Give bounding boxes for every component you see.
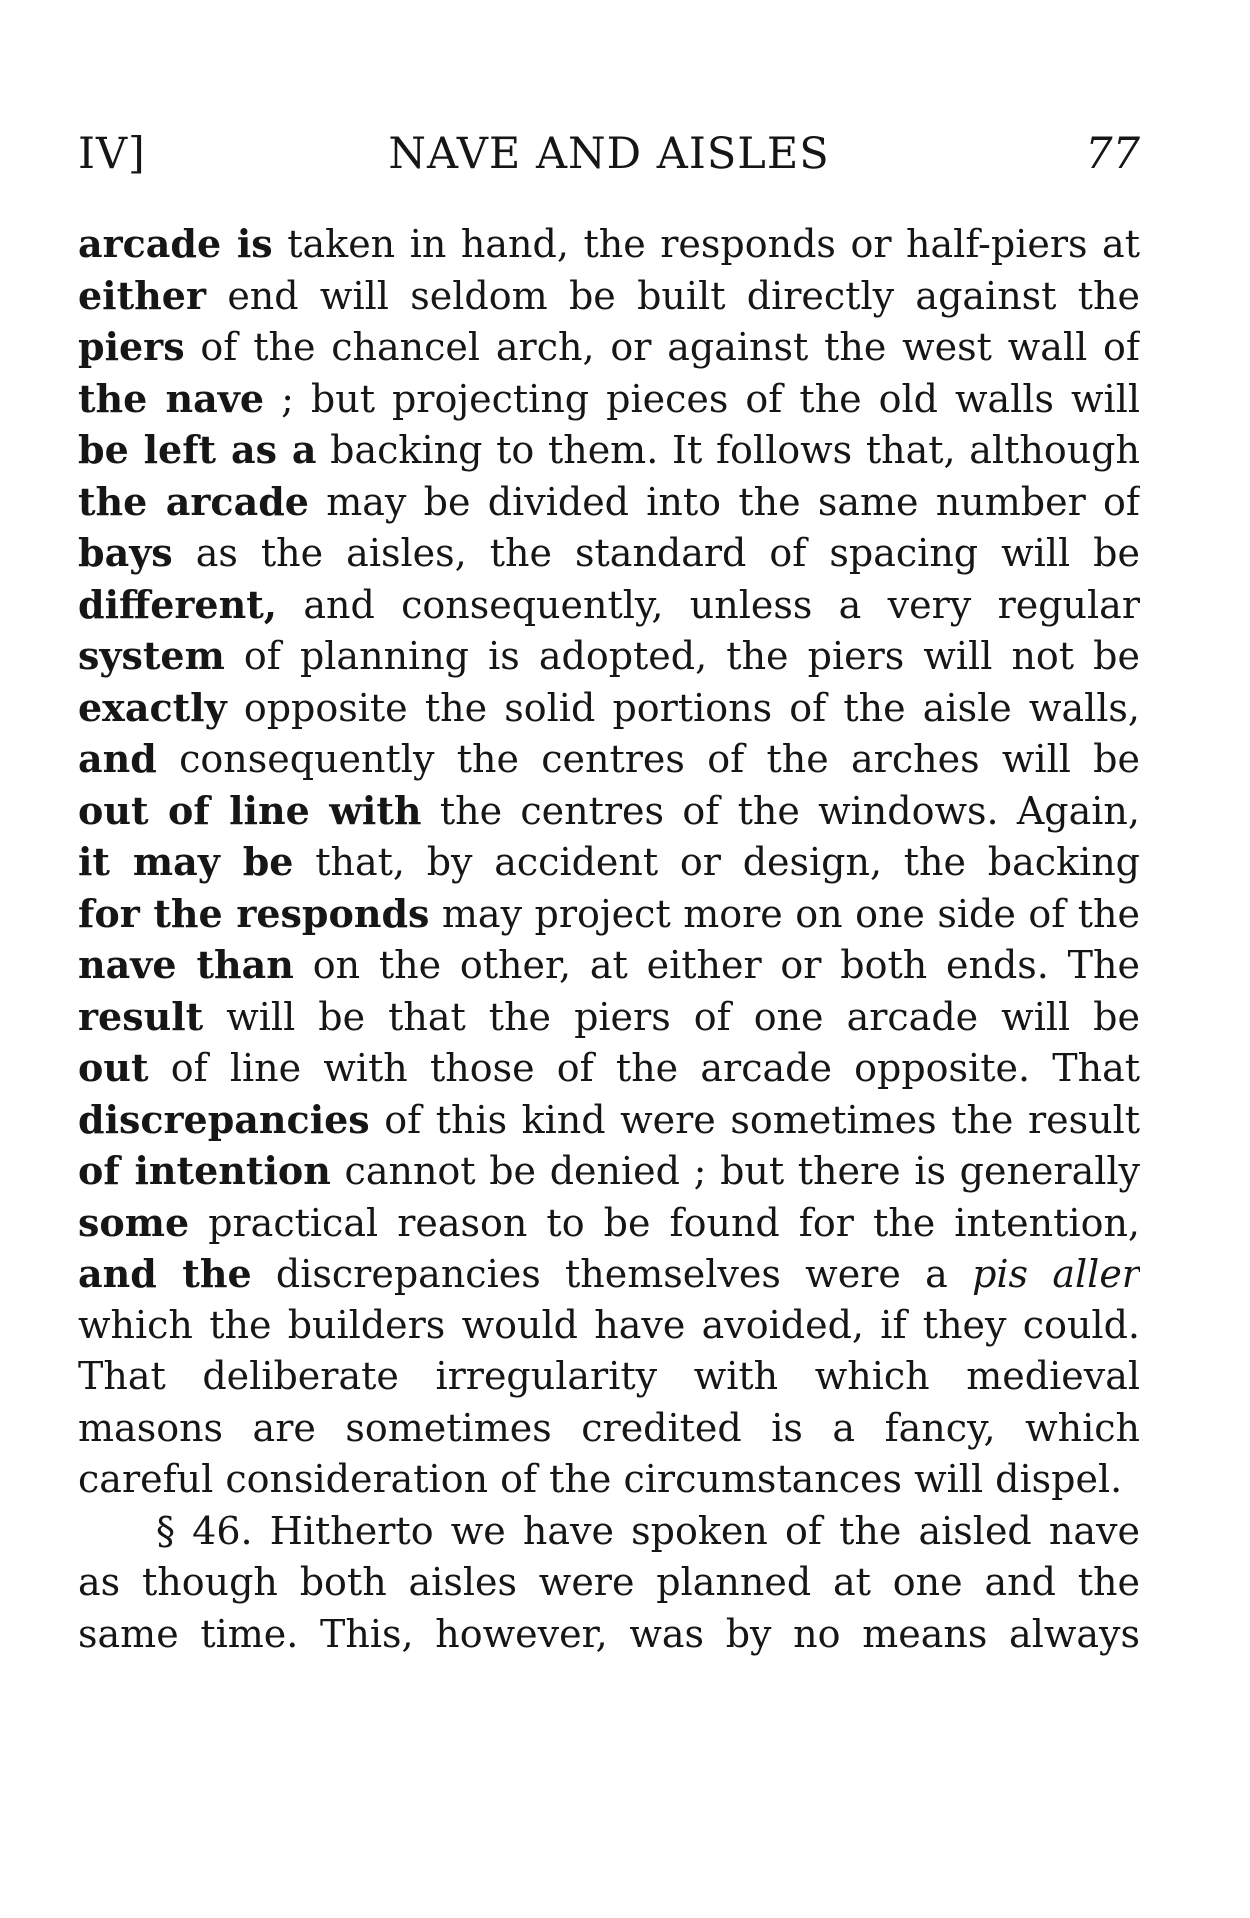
text-line <box>78 1351 1140 1403</box>
text-line-plain: end will seldom be built directly against the <box>206 273 1140 318</box>
body-text <box>78 218 1140 1660</box>
text-line-plain: careful consideration of the circumstances will dispel. <box>78 1457 1123 1501</box>
text-line-plain: may be divided into the same number of <box>308 479 1140 524</box>
text-line <box>78 373 1140 425</box>
text-line <box>78 991 1140 1043</box>
text-line-plain: which the builders would have avoided, if they could. <box>78 1302 1140 1347</box>
text-line-plain: on the other, at either or both ends. The <box>293 943 1140 987</box>
text-line <box>78 321 1140 373</box>
text-line-plain: of this kind were sometimes the result <box>369 1097 1140 1142</box>
text-line-plain: ; but projecting pieces of the old walls will <box>264 376 1140 421</box>
text-line-plain: and consequently, unless a very regular <box>276 582 1140 627</box>
text-line <box>78 476 1140 528</box>
text-line-bold: it may be <box>78 839 294 884</box>
text-line <box>78 424 1140 476</box>
text-line <box>78 939 1140 991</box>
text-line-plain: discrepancies themselves were a <box>251 1252 973 1296</box>
text-line-bold: the nave <box>78 375 265 421</box>
text-line-bold: the arcade <box>78 478 309 524</box>
text-line <box>78 1300 1140 1352</box>
text-line-plain: the centres of the windows. Again, <box>421 788 1140 833</box>
text-line <box>78 1145 1140 1197</box>
text-line <box>78 1042 1140 1094</box>
page-number: 77 <box>1085 129 1140 179</box>
text-line-bold: bays <box>78 530 173 575</box>
text-line-italic: pis aller <box>972 1252 1140 1296</box>
text-line <box>78 527 1140 579</box>
text-line <box>78 836 1140 888</box>
text-line-plain: of line with those of the arcade opposite. That <box>148 1046 1140 1090</box>
text-line-bold: either <box>78 272 206 318</box>
running-header <box>78 122 1140 186</box>
text-line-bold: different, <box>78 581 277 627</box>
text-line-plain: consequently the centres of the arches will be <box>156 737 1140 781</box>
chapter-number: IV] <box>78 129 146 179</box>
text-line-plain: backing to them. It follows that, although <box>316 428 1140 472</box>
text-line <box>78 218 1140 270</box>
text-line-plain: masons are sometimes credited is a fancy, which <box>78 1405 1140 1450</box>
text-line-plain: as though both aisles were planned at one and the <box>78 1560 1140 1604</box>
text-line-section <box>78 1506 1140 1558</box>
text-line <box>78 630 1140 682</box>
text-line-bold: exactly <box>78 684 227 730</box>
text-line-bold: for the responds <box>78 890 430 936</box>
text-line-bold: discrepancies <box>78 1096 370 1142</box>
text-line-bold: result <box>78 993 204 1039</box>
text-line <box>78 579 1140 631</box>
text-line <box>78 1609 1140 1661</box>
text-line-bold: out <box>78 1045 149 1090</box>
text-line <box>78 1197 1140 1249</box>
text-line-plain: § 46. Hitherto we have spoken of the aisled nave <box>156 1508 1140 1553</box>
text-line-bold: some <box>78 1199 190 1245</box>
page-title: NAVE AND AISLES <box>388 129 830 179</box>
text-line-plain: that, by accident or design, the backing <box>293 840 1140 884</box>
text-line <box>78 1454 1140 1506</box>
text-line-plain: That deliberate irregularity with which medieval <box>78 1354 1140 1398</box>
text-line-plain: cannot be denied ; but there is generally <box>330 1149 1140 1193</box>
text-line-plain: practical reason to be found for the intention, <box>189 1200 1140 1245</box>
text-line-plain: of the chancel arch, or against the west wall of <box>184 325 1140 369</box>
text-line-plain: will be that the piers of one arcade will be <box>203 994 1140 1039</box>
text-line <box>78 682 1140 734</box>
text-line <box>78 785 1140 837</box>
text-line-plain: same time. This, however, was by no means always <box>78 1611 1140 1656</box>
text-line <box>78 1094 1140 1146</box>
text-line <box>78 270 1140 322</box>
text-line <box>78 1248 1140 1300</box>
text-line-bold: of intention <box>78 1148 331 1193</box>
text-line <box>78 888 1140 940</box>
text-line-plain: may project more on one side of the <box>429 891 1140 936</box>
text-line-bold: and <box>78 736 157 781</box>
text-line <box>78 1403 1140 1455</box>
text-line-bold: arcade is <box>78 221 273 266</box>
text-line-plain: opposite the solid portions of the aisle walls, <box>226 685 1140 730</box>
text-line-bold: be left as a <box>78 427 317 472</box>
text-line-plain: of planning is adopted, the piers will not be <box>224 634 1140 678</box>
text-line-bold: piers <box>78 324 185 369</box>
text-line-plain: taken in hand, the responds or half-piers at <box>272 222 1140 266</box>
text-line-bold: system <box>78 633 225 678</box>
text-line <box>78 1557 1140 1609</box>
text-line-plain: as the aisles, the standard of spacing will be <box>172 531 1140 575</box>
text-line-bold: out of line with <box>78 787 422 833</box>
text-line <box>78 733 1140 785</box>
text-line-bold: and the <box>78 1251 252 1296</box>
text-line-bold: nave than <box>78 942 294 987</box>
